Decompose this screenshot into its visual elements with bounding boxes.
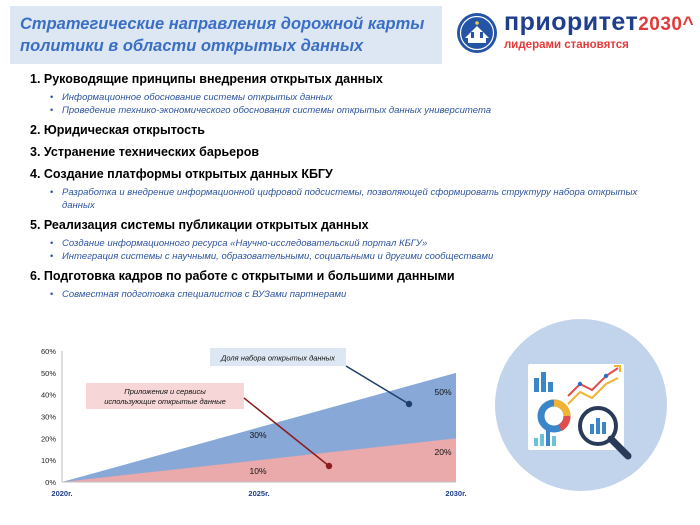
list-item [30, 288, 670, 301]
section-subitems [30, 237, 670, 263]
list-item-text: Проведение технико-экономического обоснования системы открытых данных университета [62, 105, 492, 116]
list-item [30, 250, 670, 263]
y-tick-label: 10% [40, 456, 56, 466]
legend-pointer-dot-apps [326, 463, 332, 469]
bullet-icon: • [50, 187, 54, 198]
page-title-line-1: Стратегические направления дорожной карты [20, 15, 425, 33]
list-item-text: Интеграция системы с научными, образовательными, социальными и другими сообществами [62, 251, 494, 262]
page-title-line-2: политики в области открытых данных [20, 37, 364, 55]
logo-word: приоритет [504, 8, 639, 36]
section-heading: 6. Подготовка кадров по работе с открытыми и большими данными [30, 269, 455, 283]
bullet-icon: • [50, 251, 54, 262]
agenda-section [30, 267, 670, 301]
y-tick-label: 20% [40, 434, 56, 444]
list-item-text: Информационное обоснование системы открытых данных [62, 92, 333, 103]
bullet-icon: • [50, 238, 54, 249]
agenda-section [30, 121, 670, 139]
legend-label-open-data: Доля набора открытых данных [221, 353, 335, 363]
section-heading: 1. Руководящие принципы внедрения открытых данных [30, 72, 383, 86]
x-tick-label: 2030г. [445, 489, 467, 498]
logo-year: 2030^ [638, 14, 695, 35]
agenda-section [30, 216, 670, 263]
list-item [30, 91, 670, 104]
bullet-icon: • [50, 105, 54, 116]
university-emblem-icon [456, 12, 498, 54]
list-item-text: Совместная подготовка специалистов с ВУЗами партнерами [62, 289, 347, 300]
list-item [30, 104, 670, 117]
y-tick-label: 50% [40, 368, 56, 378]
section-heading: 4. Создание платформы открытых данных КБГУ [30, 167, 333, 181]
section-heading: 2. Юридическая открытость [30, 123, 205, 137]
data-label: 50% [434, 387, 452, 397]
y-tick-label: 60% [40, 347, 56, 356]
x-tick-label: 2020г. [51, 489, 73, 498]
page-title [20, 13, 440, 57]
legend-label-apps-line1: Приложения и сервисы [124, 387, 206, 396]
legend-pointer-dot-open-data [406, 401, 412, 407]
bullet-icon: • [50, 289, 54, 300]
analytics-illustration-icon [494, 318, 668, 492]
section-subitems [30, 288, 670, 301]
list-item [30, 186, 670, 212]
agenda-section [30, 143, 670, 161]
agenda-section [30, 165, 670, 212]
agenda-list [30, 70, 670, 305]
priority-logo [504, 8, 694, 39]
data-label: 10% [249, 466, 267, 476]
list-item [30, 237, 670, 250]
title-banner [10, 6, 442, 64]
legend-label-apps-line2: использующие открытые данные [104, 397, 226, 406]
agenda-section [30, 70, 670, 117]
x-tick-label: 2025г. [248, 489, 270, 498]
y-tick-label: 40% [40, 390, 56, 400]
section-subitems [30, 186, 670, 212]
logo-tagline: лидерами становятся [504, 39, 629, 51]
section-subitems [30, 91, 670, 117]
open-data-area-chart [0, 338, 480, 505]
section-heading: 5. Реализация системы публикации открытых данных [30, 218, 369, 232]
y-tick-label: 30% [40, 412, 56, 422]
y-tick-label: 0% [45, 478, 56, 487]
data-label: 20% [434, 447, 452, 457]
data-label: 30% [249, 430, 267, 440]
list-item-text: Разработка и внедрение информационной цифровой подсистемы, позволяющей сформировать структуру набора открытых данных [62, 187, 638, 211]
list-item-text: Создание информационного ресурса «Научно-исследовательский портал КБГУ» [62, 238, 428, 249]
section-heading: 3. Устранение технических барьеров [30, 145, 260, 159]
bullet-icon: • [50, 92, 54, 103]
